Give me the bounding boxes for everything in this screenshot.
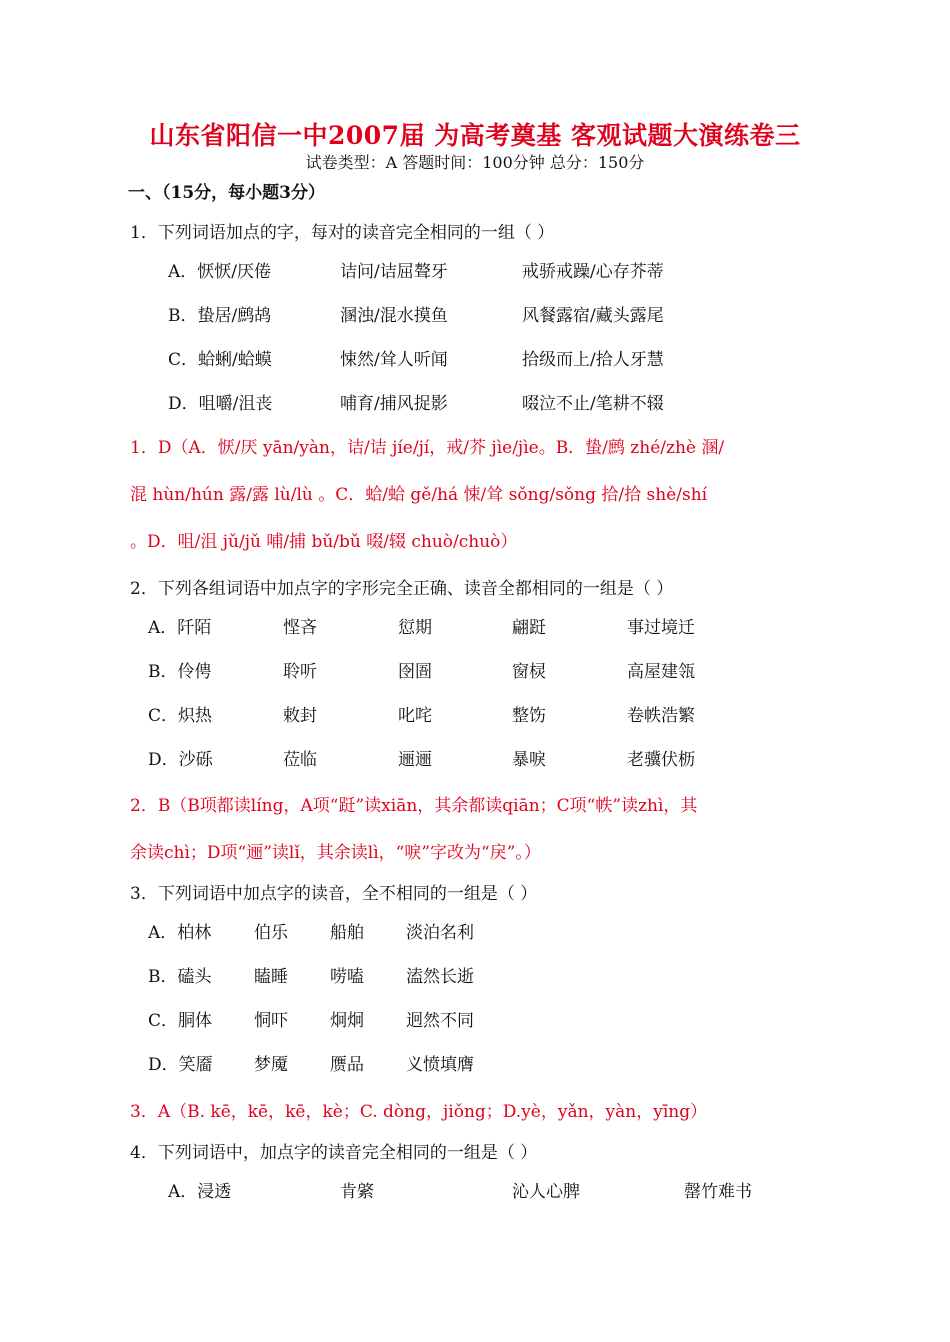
q2-b-col1: B．伶俜: [148, 662, 212, 682]
q4-a-col2: 肯綮: [340, 1182, 374, 1202]
q3-c-col2: 恫吓: [254, 1011, 288, 1031]
q3-c-col4: 迥然不同: [406, 1011, 474, 1031]
question-2-stem: 2．下列各组词语中加点字的字形完全正确、读音全都相同的一组是（ ）: [130, 579, 674, 599]
q1-answer-line1: 1．D（A．恹/厌 yān/yàn，诘/诘 jíe/jí，戒/芥 jìe/jìe。B．蛰/鹧 zhé/zhè 溷/: [130, 438, 725, 458]
q3-b-col2: 瞌睡: [254, 967, 288, 987]
question-3-stem: 3．下列词语中加点字的读音，全不相同的一组是（ ）: [130, 884, 538, 904]
q1-answer-line2: 混 hùn/hún 露/露 lù/lù 。C．蛤/蛤 gě/há 悚/耸 sǒng/sǒng 拾/拾 shè/shí: [130, 485, 708, 505]
q2-answer-line1: 2．B（B项都读líng，A项“跹”读xiān，其余都读qiān；C项“帙”读zhì，其: [130, 796, 698, 816]
q2-c-col3: 叱咤: [398, 706, 432, 726]
q1-c-col1: C．蛤蜊/蛤蟆: [168, 350, 272, 370]
q3-a-col3: 船舶: [330, 923, 364, 943]
q2-answer-line2: 余读chì；D项“逦”读lǐ，其余读lì，“唳”字改为“戾”。）: [130, 843, 541, 863]
q3-d-col2: 梦魇: [254, 1055, 288, 1075]
q3-answer: 3．A（B. kē，kē，kē，kè；C. dòng，jiǒng；D.yè，yǎn，yàn，yīng）: [130, 1102, 708, 1122]
question-1-stem: 1．下列词语加点的字，每对的读音完全相同的一组（ ）: [130, 223, 555, 243]
q3-b-col1: B．磕头: [148, 967, 212, 987]
q2-c-col2: 敕封: [283, 706, 317, 726]
q1-d-col1: D．咀嚼/沮丧: [168, 394, 273, 414]
q3-a-col4: 淡泊名利: [406, 923, 474, 943]
q3-d-col4: 义愤填膺: [406, 1055, 474, 1075]
q3-a-col1: A．柏林: [148, 923, 212, 943]
q2-a-col2: 悭吝: [283, 618, 317, 638]
q4-a-col1: A．浸透: [168, 1182, 232, 1202]
q2-b-col5: 高屋建瓴: [627, 662, 695, 682]
q1-b-col2: 溷浊/混水摸鱼: [340, 306, 448, 326]
q1-a-col1: A．恹恹/厌倦: [168, 262, 272, 282]
q2-d-col5: 老骥伏枥: [627, 750, 695, 770]
q4-a-col3: 沁人心脾: [512, 1182, 580, 1202]
q2-a-col4: 翩跹: [512, 618, 546, 638]
q4-a-col4: 罄竹难书: [684, 1182, 752, 1202]
q2-c-col4: 整饬: [512, 706, 546, 726]
q2-c-col1: C．炽热: [148, 706, 213, 726]
q2-d-col3: 逦逦: [398, 750, 432, 770]
q2-a-col1: A．阡陌: [148, 618, 212, 638]
q1-b-col1: B．蛰居/鹧鸪: [168, 306, 272, 326]
page-title: 山东省阳信一中2007届 为高考奠基 客观试题大演练卷三: [149, 121, 801, 150]
q1-a-col3: 戒骄戒躁/心存芥蒂: [522, 262, 664, 282]
q1-b-col3: 风餐露宿/藏头露尾: [522, 306, 664, 326]
q3-c-col1: C．胴体: [148, 1011, 213, 1031]
q1-d-col2: 哺育/捕风捉影: [340, 394, 448, 414]
q2-d-col4: 暴唳: [512, 750, 546, 770]
q2-b-col4: 窗棂: [512, 662, 546, 682]
q2-b-col2: 聆听: [283, 662, 317, 682]
q1-c-col2: 悚然/耸人听闻: [340, 350, 448, 370]
q2-a-col3: 愆期: [398, 618, 432, 638]
q1-d-col3: 啜泣不止/笔耕不辍: [522, 394, 664, 414]
q3-d-col1: D．笑靥: [148, 1055, 213, 1075]
exam-info: 试卷类型：A 答题时间：100分钟 总分：150分: [305, 153, 645, 172]
q3-b-col4: 溘然长逝: [406, 967, 474, 987]
q1-c-col3: 拾级而上/拾人牙慧: [522, 350, 664, 370]
q1-a-col2: 诘问/诘屈聱牙: [340, 262, 448, 282]
q2-d-col2: 莅临: [283, 750, 317, 770]
section-heading: 一、（15分，每小题3分）: [128, 183, 325, 203]
q3-a-col2: 伯乐: [254, 923, 288, 943]
q2-b-col3: 囹圄: [398, 662, 432, 682]
q2-d-col1: D．沙砾: [148, 750, 213, 770]
question-4-stem: 4．下列词语中，加点字的读音完全相同的一组是（ ）: [130, 1143, 538, 1163]
q2-c-col5: 卷帙浩繁: [627, 706, 695, 726]
q3-d-col3: 赝品: [330, 1055, 364, 1075]
q3-c-col3: 炯炯: [330, 1011, 364, 1031]
q2-a-col5: 事过境迁: [627, 618, 695, 638]
q1-answer-line3: 。D．咀/沮 jǔ/jǔ 哺/捕 bǔ/bǔ 啜/辍 chuò/chuò）: [130, 532, 518, 552]
q3-b-col3: 唠嗑: [330, 967, 364, 987]
